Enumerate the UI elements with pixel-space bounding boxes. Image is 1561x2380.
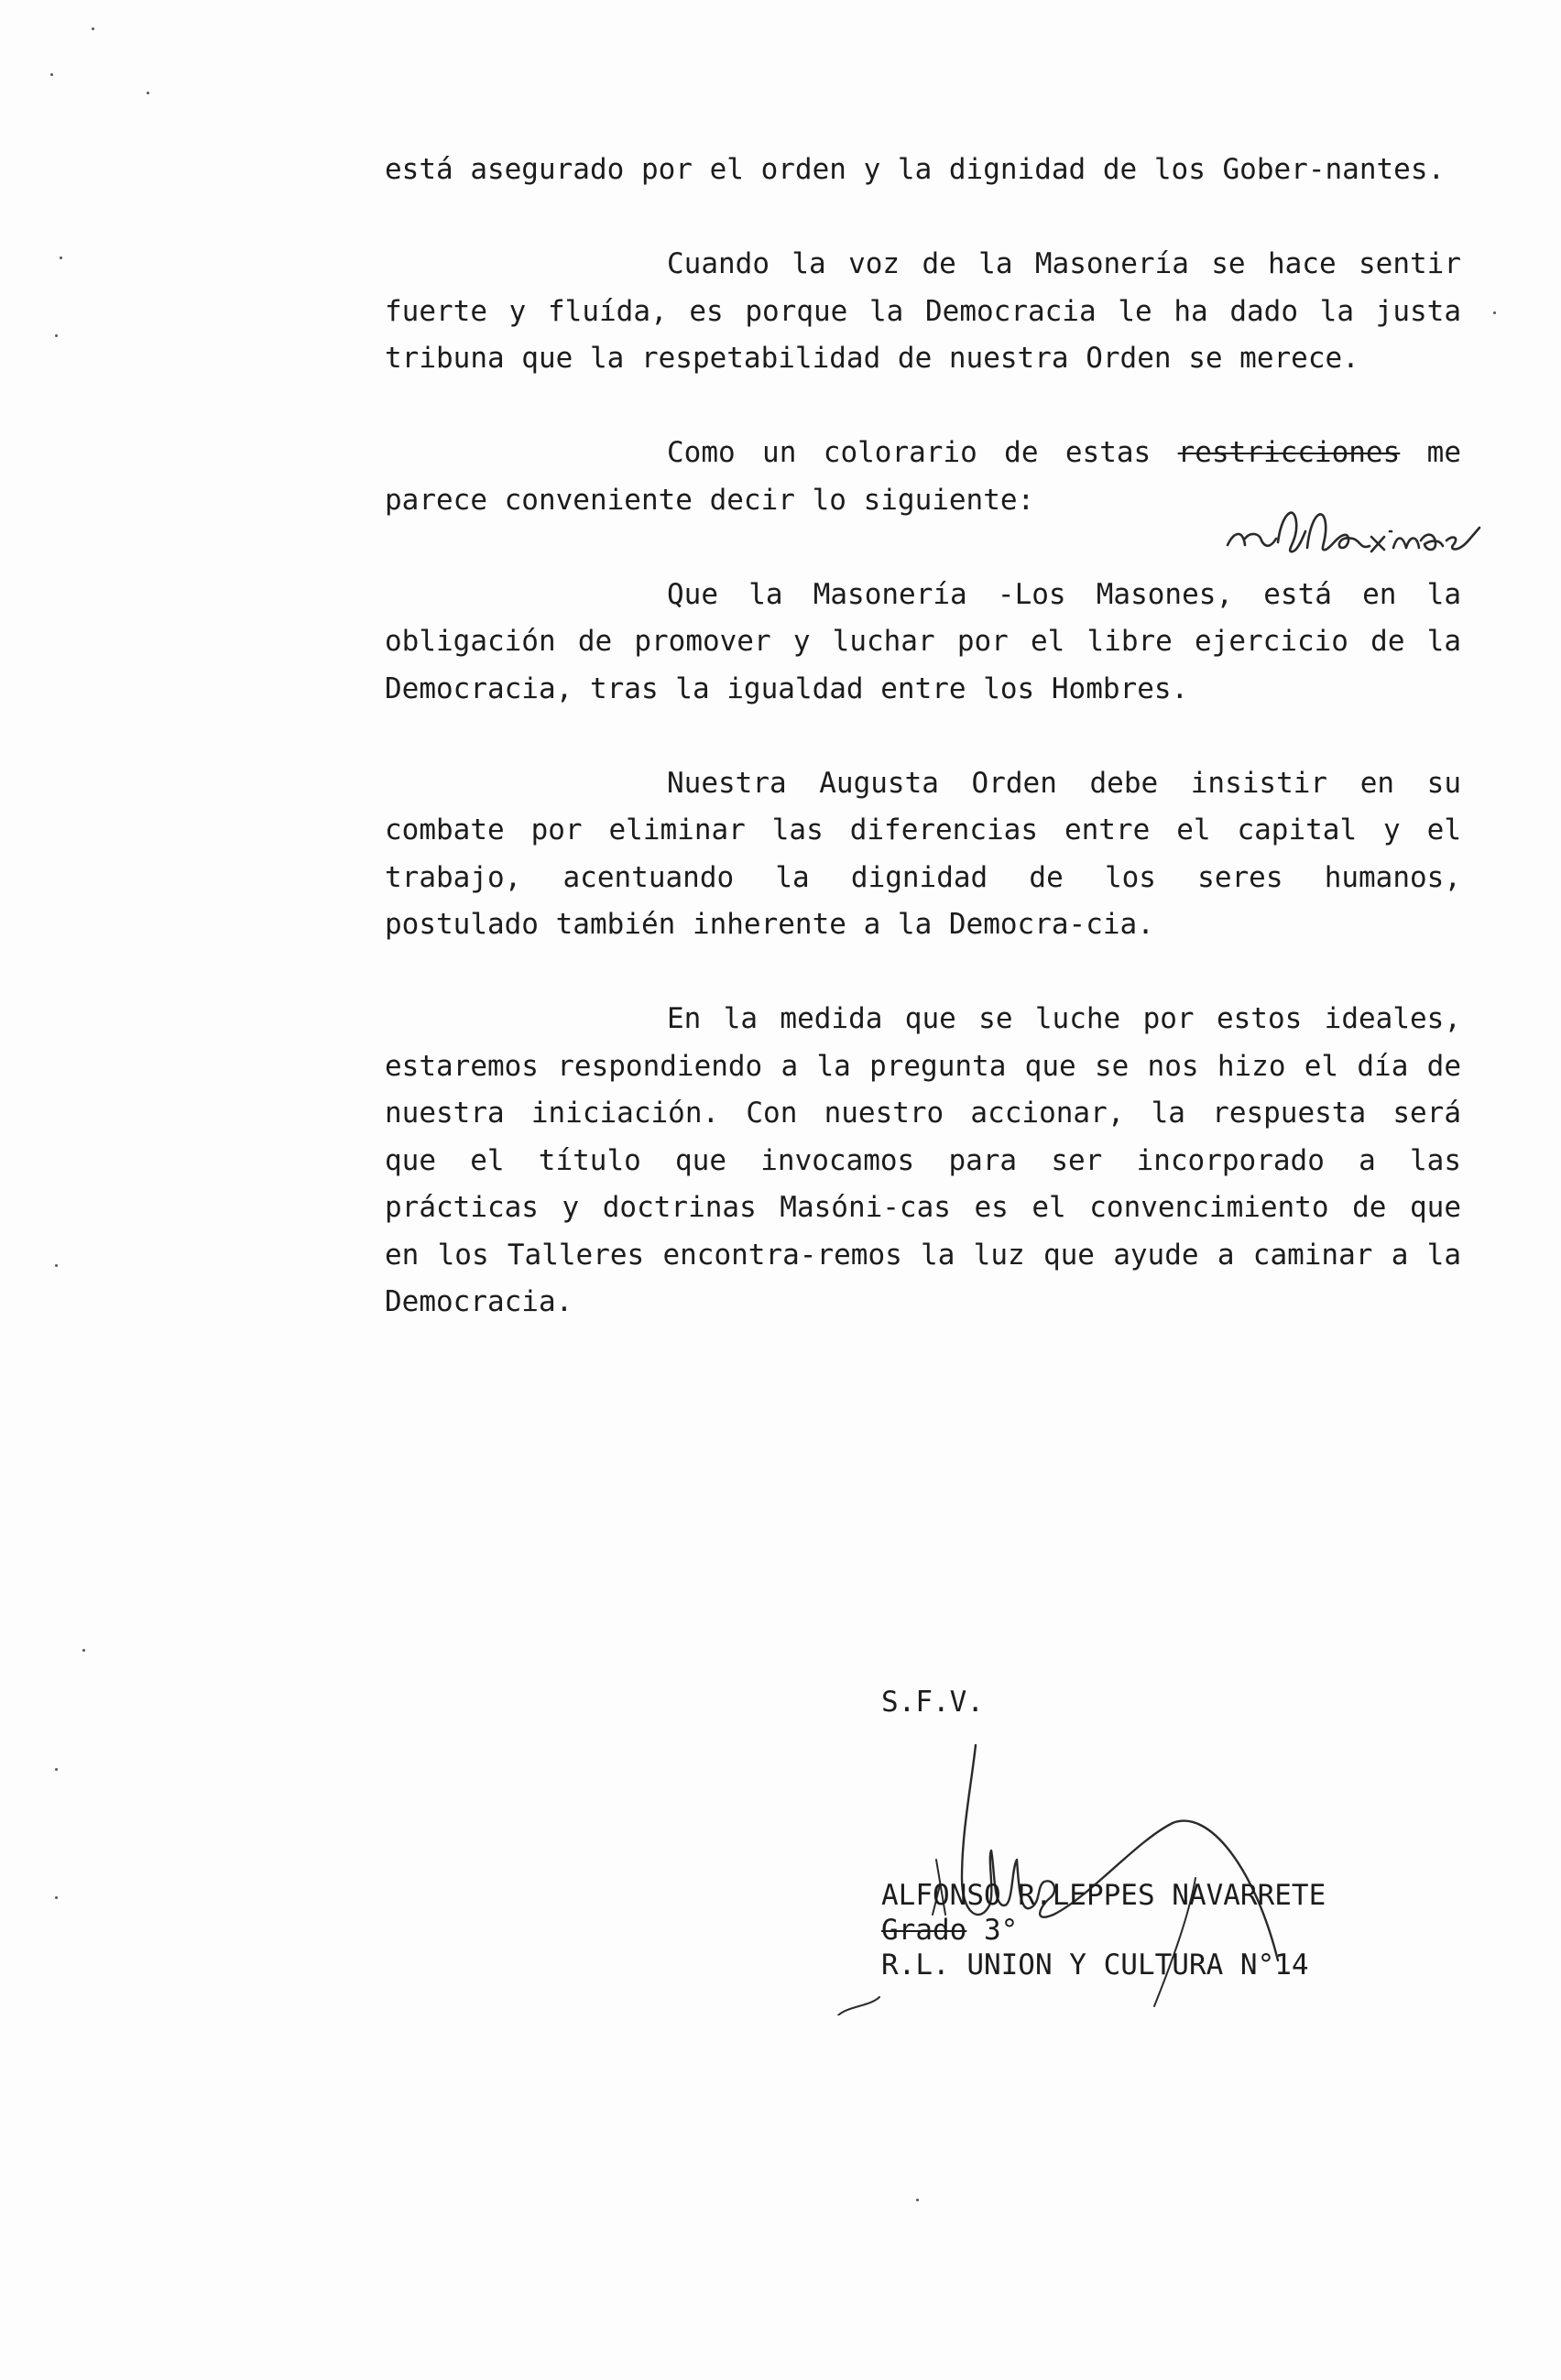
scan-speck	[55, 1768, 58, 1771]
paragraph-3-before: Como un colorario de estas	[667, 436, 1178, 469]
paragraph-3-after: me parece conveniente decir lo siguiente:	[385, 436, 1461, 517]
scan-speck	[92, 27, 94, 30]
struck-word: restricciones	[1177, 436, 1401, 469]
signatory-lodge: R.L. UNION Y CULTURA N°14	[881, 1949, 1309, 1982]
signature-block	[881, 1878, 1326, 1982]
scan-speck	[55, 1896, 58, 1899]
grade-value: 3°	[966, 1914, 1019, 1947]
paragraph-4: Que la Masonería -Los Masones, está en la obligación de promover y luchar por el libre ejercicio de la Democracia, tras la igualdad entre los Hombres.	[385, 577, 1461, 705]
paragraph-1: está asegurado por el orden y la dignidad de los Gober-nantes.	[385, 153, 1446, 186]
grade-label: Grado	[881, 1914, 967, 1947]
signatory-name: ALFONSO R.LEPPES NAVARRETE	[881, 1879, 1326, 1912]
handwritten-correction	[1223, 495, 1516, 577]
paragraph-2: Cuando la voz de la Masonería se hace sentir fuerte y fluída, es porque la Democracia le ha dado la justa tribuna que la respetabilidad de nuestra Orden se merece.	[385, 247, 1461, 375]
scan-speck	[50, 73, 53, 76]
scan-speck	[916, 2199, 919, 2201]
scan-speck	[147, 92, 149, 94]
signoff: S.F.V.	[881, 1686, 984, 1719]
scan-speck	[82, 1649, 85, 1652]
letter-body	[385, 147, 1461, 1326]
scan-speck	[55, 334, 58, 337]
scan-speck	[55, 1264, 58, 1267]
scan-speck	[60, 257, 62, 259]
scan-speck	[1493, 311, 1496, 314]
signatory-grade	[881, 1913, 1326, 1948]
paragraph-5: Nuestra Augusta Orden debe insistir en su combate por eliminar las diferencias entre el capital y el trabajo, acentuando la dignidad de los seres humanos, postulado también inherente a la Democra-cia.	[385, 766, 1461, 941]
paragraph-6: En la medida que se luche por estos ideales, estaremos respondiendo a la pregunta que se nos hizo el día de nuestra iniciación. Con nuestro accionar, la respuesta será que el título que invocamos para ser incorporado a las prácticas y doctrinas Masóni-cas es el convencimiento de que en los Talleres encontra-remos la luz que ayude a caminar a la Democracia.	[385, 1002, 1461, 1318]
